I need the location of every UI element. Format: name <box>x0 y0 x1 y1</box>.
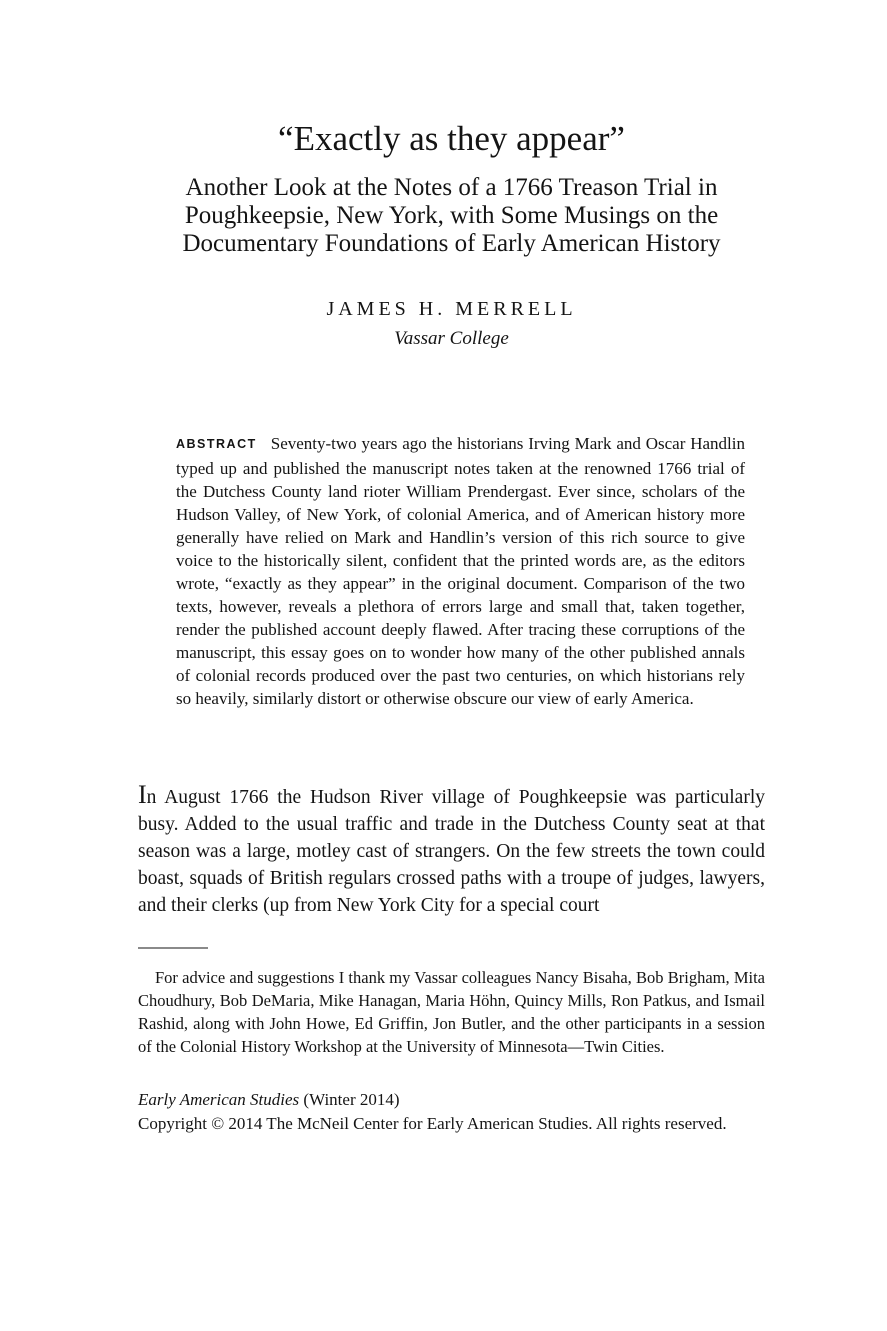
subtitle-line-2: Poughkeepsie, New York, with Some Musings on the <box>184 202 719 230</box>
paragraph-text: n August 1766 the Hudson River village of Poughkeepsie was particularly busy. Added to the usual traffic and trade in the Dutchess County seat at that season was a large, motley cast of strangers. On the few streets the town could boast, squads of British regulars crossed paths with a troupe of judges, lawyers, and their clerks (up from New York City for a special court <box>138 787 765 917</box>
abstract-label: ABSTRACT <box>176 437 257 452</box>
subtitle-line-3: Documentary Foundations of Early American History <box>182 230 721 258</box>
acknowledgment-footnote: For advice and suggestions I thank my Vassar colleagues Nancy Bisaha, Bob Brigham, Mita Choudhury, Bob DeMaria, Mike Hanagan, Maria Höhn, Quincy Mills, Ron Patkus, and Ismail Rashid, along with John Howe, Ed Griffin, Jon Butler, and the other participants in a session of the Colonial History Workshop at the University of Minnesota—Twin Cities. <box>138 967 765 1056</box>
article-subtitle <box>138 174 765 258</box>
paragraph-initial-capital: I <box>138 780 147 810</box>
subtitle-line-1: Another Look at the Notes of a 1766 Treason Trial in <box>185 174 718 202</box>
abstract-block <box>176 432 745 710</box>
journal-issue: (Winter 2014) <box>299 1089 400 1109</box>
journal-imprint <box>138 1088 765 1136</box>
copyright-line: Copyright © 2014 The McNeil Center for Early American Studies. All rights reserved. <box>138 1113 727 1133</box>
article-title: “Exactly as they appear” <box>278 119 625 158</box>
author-name: JAMES H. MERRELL <box>326 298 577 321</box>
abstract-text: Seventy-two years ago the historians Irving Mark and Oscar Handlin typed up and published the manuscript notes taken at the renowned 1766 trial of the Dutchess County land rioter William Prendergast. Ever since, scholars of the Hudson Valley, of New York, of colonial America, and of American history more generally have relied on Mark and Handlin’s version of this rich source to give voice to the historically silent, confident that the printed words are, as the editors wrote, “exactly as they appear” in the original document. Comparison of the two texts, however, reveals a plethora of errors large and small that, taken together, render the published account deeply flawed. After tracing these corruptions of the manuscript, this essay goes on to wonder how many of the other published annals of colonial records produced over the past two centuries, on which historians rely so heavily, similarly distort or otherwise obscure our view of early America. <box>176 434 745 709</box>
journal-line <box>138 1088 765 1112</box>
footnote-divider-rule <box>138 947 208 949</box>
body-paragraph <box>138 780 765 919</box>
author-affiliation: Vassar College <box>394 328 509 350</box>
journal-title: Early American Studies <box>138 1089 300 1109</box>
